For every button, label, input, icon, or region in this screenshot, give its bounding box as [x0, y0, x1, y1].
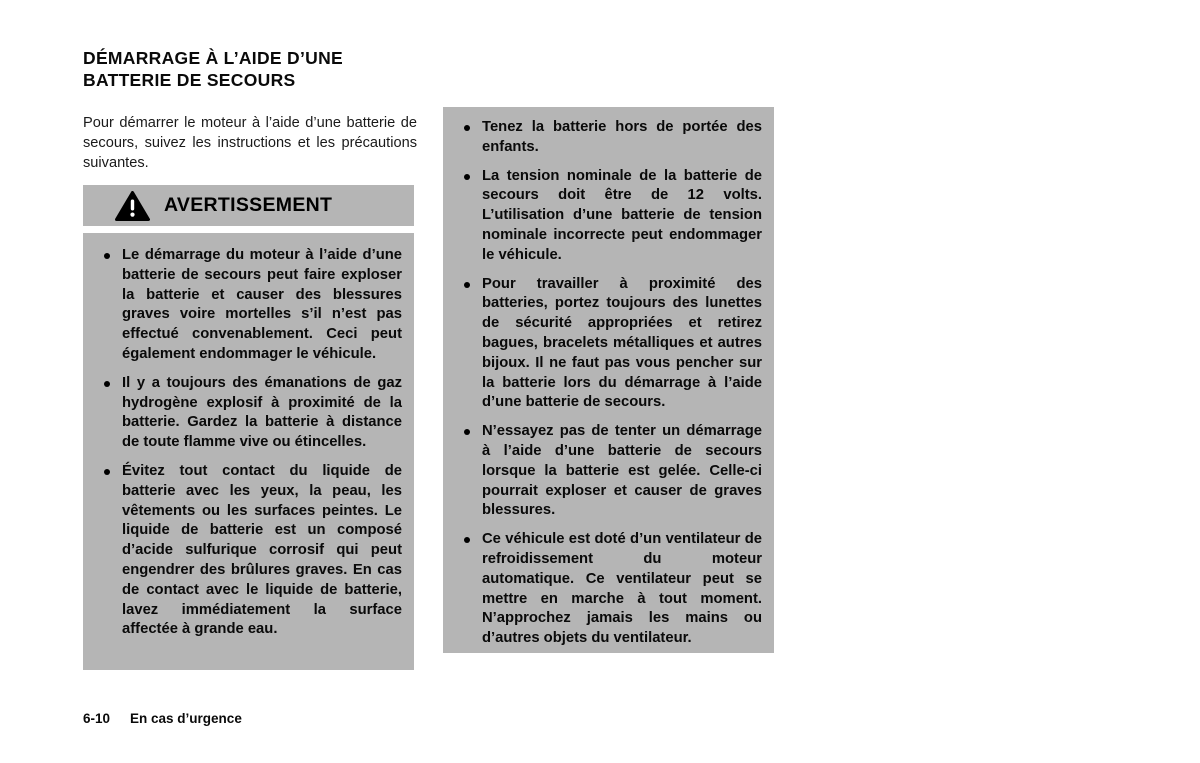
intro-paragraph: Pour démarrer le moteur à l’aide d’une batterie de secours, suivez les instructions et les précautions suivantes. [83, 115, 417, 171]
warning-item: Tenez la batterie hors de portée des enfants. [457, 118, 762, 158]
warning-item: N’essayez pas de tenter un démarrage à l’aide d’une batterie de secours lorsque la batterie est gelée. Celle-ci pourrait exploser et causer de graves blessures. [457, 422, 762, 521]
warning-item: Ce véhicule est doté d’un ventilateur de refroidissement du moteur automatique. Ce ventilateur peut se mettre en marche à tout moment. N’approchez jamais les mains ou d’autres objets du ventilateur. [457, 530, 762, 649]
warning-item: Le démarrage du moteur à l’aide d’une batterie de secours peut faire exploser la batterie et causer des blessures graves voire mortelles s’il n’est pas effectué convenablement. Ceci peut également endommager le véhicule. [97, 246, 402, 365]
page-title-line2: BATTERIE DE SECOURS [83, 69, 296, 90]
footer-section-title: En cas d’urgence [130, 711, 242, 726]
warning-triangle-icon [115, 191, 150, 221]
page-number: 6-10 [83, 711, 111, 726]
warning-item: Pour travailler à proximité des batteries, portez toujours des lunettes de sécurité appropriées et retirez bagues, bracelets métalliques et autres bijoux. Il ne faut pas vous pencher sur la batterie lors du démarrage à l’aide d’une batterie de secours. [457, 275, 762, 414]
warning-panel-left [83, 233, 414, 670]
page-title [83, 48, 343, 91]
warning-item: Il y a toujours des émanations de gaz hydrogène explosif à proximité de la batterie. Gardez la batterie à distance de toute flamme vive ou étincelles. [97, 374, 402, 453]
warning-header-label: AVERTISSEMENT [164, 194, 333, 216]
warning-header [83, 185, 414, 226]
warning-list-right [457, 118, 762, 649]
warning-item: La tension nominale de la batterie de secours doit être de 12 volts. L’utilisation d’une batterie de tension nominale incorrecte peut endommager le véhicule. [457, 167, 762, 266]
page-footer [83, 711, 242, 726]
warning-item: Évitez tout contact du liquide de batterie avec les yeux, la peau, les vêtements ou les surfaces peintes. Le liquide de batterie est un composé d’acide sulfurique corrosif qui peut engendrer des brûlures graves. En cas de contact avec le liquide de batterie, lavez immédiatement la surface affectée à grande eau. [97, 462, 402, 640]
warning-panel-right [443, 107, 774, 653]
page-title-line1: DÉMARRAGE À L’AIDE D’UNE [83, 48, 343, 68]
warning-list-left [97, 246, 402, 640]
